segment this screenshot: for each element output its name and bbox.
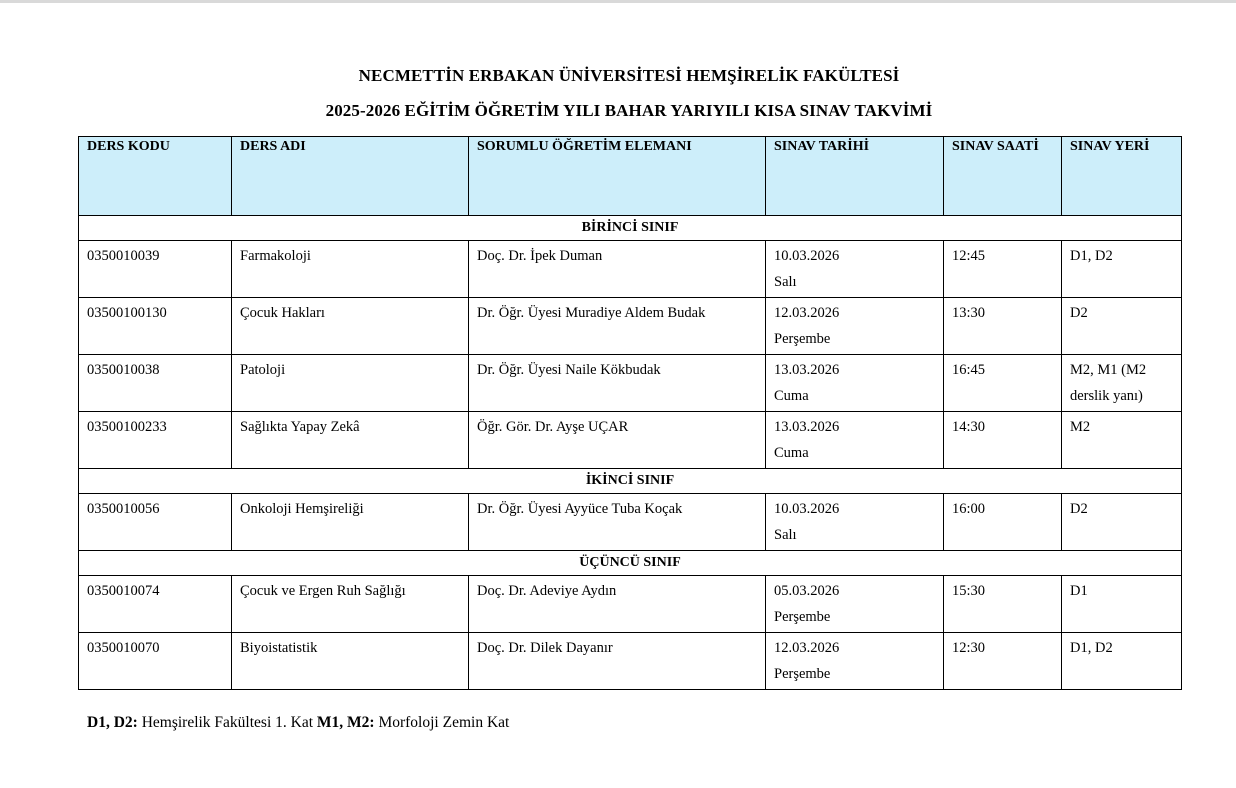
- cell-exam-place: D1, D2: [1062, 633, 1182, 690]
- exam-day: Perşembe: [774, 331, 831, 347]
- exam-day: Cuma: [774, 445, 809, 461]
- top-border-line: [0, 0, 1236, 3]
- cell-exam-time: 12:45: [944, 241, 1062, 298]
- cell-exam-time: 16:45: [944, 355, 1062, 412]
- cell-instructor: Dr. Öğr. Üyesi Muradiye Aldem Budak: [469, 298, 766, 355]
- location-legend: [87, 714, 509, 732]
- cell-exam-date: [766, 494, 944, 551]
- table-row: [79, 241, 1182, 298]
- exam-date: 12.03.2026: [774, 640, 840, 656]
- column-header-exam-time: SINAV SAATİ: [944, 137, 1062, 216]
- section-row-second-year: [79, 469, 1182, 494]
- column-header-exam-date: SINAV TARİHİ: [766, 137, 944, 216]
- legend-text-m: Morfoloji Zemin Kat: [378, 714, 510, 731]
- cell-exam-date: [766, 241, 944, 298]
- cell-exam-place: D1, D2: [1062, 241, 1182, 298]
- cell-exam-time: 16:00: [944, 494, 1062, 551]
- cell-exam-place: M2: [1062, 412, 1182, 469]
- cell-exam-place: D2: [1062, 298, 1182, 355]
- cell-exam-place: D2: [1062, 494, 1182, 551]
- exam-date: 05.03.2026: [774, 583, 840, 599]
- cell-course-name: Biyoistatistik: [232, 633, 469, 690]
- cell-course-code: 03500100233: [79, 412, 232, 469]
- exam-day: Salı: [774, 274, 797, 290]
- cell-exam-place: D1: [1062, 576, 1182, 633]
- exam-date: 12.03.2026: [774, 305, 840, 321]
- section-title: İKİNCİ SINIF: [79, 469, 1182, 494]
- legend-text-d: Hemşirelik Fakültesi 1. Kat: [141, 714, 314, 731]
- cell-course-name: Sağlıkta Yapay Zekâ: [232, 412, 469, 469]
- exam-date: 13.03.2026: [774, 362, 840, 378]
- cell-instructor: Öğr. Gör. Dr. Ayşe UÇAR: [469, 412, 766, 469]
- cell-course-name: Çocuk Hakları: [232, 298, 469, 355]
- table-row: [79, 412, 1182, 469]
- section-row-first-year: [79, 216, 1182, 241]
- exam-date: 10.03.2026: [774, 248, 840, 264]
- cell-course-code: 0350010039: [79, 241, 232, 298]
- cell-exam-date: [766, 355, 944, 412]
- cell-course-code: 0350010056: [79, 494, 232, 551]
- cell-instructor: Doç. Dr. İpek Duman: [469, 241, 766, 298]
- cell-exam-place: M2, M1 (M2 derslik yanı): [1062, 355, 1182, 412]
- cell-course-code: 0350010038: [79, 355, 232, 412]
- exam-day: Salı: [774, 527, 797, 543]
- table-row: [79, 494, 1182, 551]
- cell-course-name: Farmakoloji: [232, 241, 469, 298]
- table-row: [79, 633, 1182, 690]
- table-header-row: [79, 137, 1182, 216]
- page-title: NECMETTİN ERBAKAN ÜNİVERSİTESİ HEMŞİRELİK FAKÜLTESİ: [358, 66, 900, 85]
- column-header-exam-place: SINAV YERİ: [1062, 137, 1182, 216]
- section-title: ÜÇÜNCÜ SINIF: [79, 551, 1182, 576]
- cell-exam-time: 13:30: [944, 298, 1062, 355]
- exam-day: Perşembe: [774, 609, 831, 625]
- cell-exam-date: [766, 633, 944, 690]
- cell-instructor: Dr. Öğr. Üyesi Ayyüce Tuba Koçak: [469, 494, 766, 551]
- table-row: [79, 576, 1182, 633]
- cell-exam-date: [766, 412, 944, 469]
- cell-exam-time: 15:30: [944, 576, 1062, 633]
- column-header-course-name: DERS ADI: [232, 137, 469, 216]
- exam-date: 10.03.2026: [774, 501, 840, 517]
- page-subtitle: 2025-2026 EĞİTİM ÖĞRETİM YILI BAHAR YARIYILI KISA SINAV TAKVİMİ: [325, 101, 933, 120]
- legend-key-m: M1, M2:: [316, 714, 375, 731]
- cell-course-code: 0350010074: [79, 576, 232, 633]
- cell-exam-time: 12:30: [944, 633, 1062, 690]
- cell-instructor: Doç. Dr. Dilek Dayanır: [469, 633, 766, 690]
- cell-course-name: Patoloji: [232, 355, 469, 412]
- cell-course-name: Çocuk ve Ergen Ruh Sağlığı: [232, 576, 469, 633]
- cell-course-code: 03500100130: [79, 298, 232, 355]
- legend-key-d: D1, D2:: [87, 714, 138, 731]
- cell-course-name: Onkoloji Hemşireliği: [232, 494, 469, 551]
- column-header-instructor: SORUMLU ÖĞRETİM ELEMANI: [469, 137, 766, 216]
- cell-course-code: 0350010070: [79, 633, 232, 690]
- exam-schedule-table: [78, 136, 1182, 690]
- cell-instructor: Doç. Dr. Adeviye Aydın: [469, 576, 766, 633]
- exam-day: Cuma: [774, 388, 809, 404]
- exam-date: 13.03.2026: [774, 419, 840, 435]
- cell-exam-date: [766, 576, 944, 633]
- column-header-course-code: DERS KODU: [79, 137, 232, 216]
- cell-instructor: Dr. Öğr. Üyesi Naile Kökbudak: [469, 355, 766, 412]
- exam-day: Perşembe: [774, 666, 831, 682]
- table-row: [79, 298, 1182, 355]
- cell-exam-date: [766, 298, 944, 355]
- section-title: BİRİNCİ SINIF: [79, 216, 1182, 241]
- cell-exam-time: 14:30: [944, 412, 1062, 469]
- table-row: [79, 355, 1182, 412]
- section-row-third-year: [79, 551, 1182, 576]
